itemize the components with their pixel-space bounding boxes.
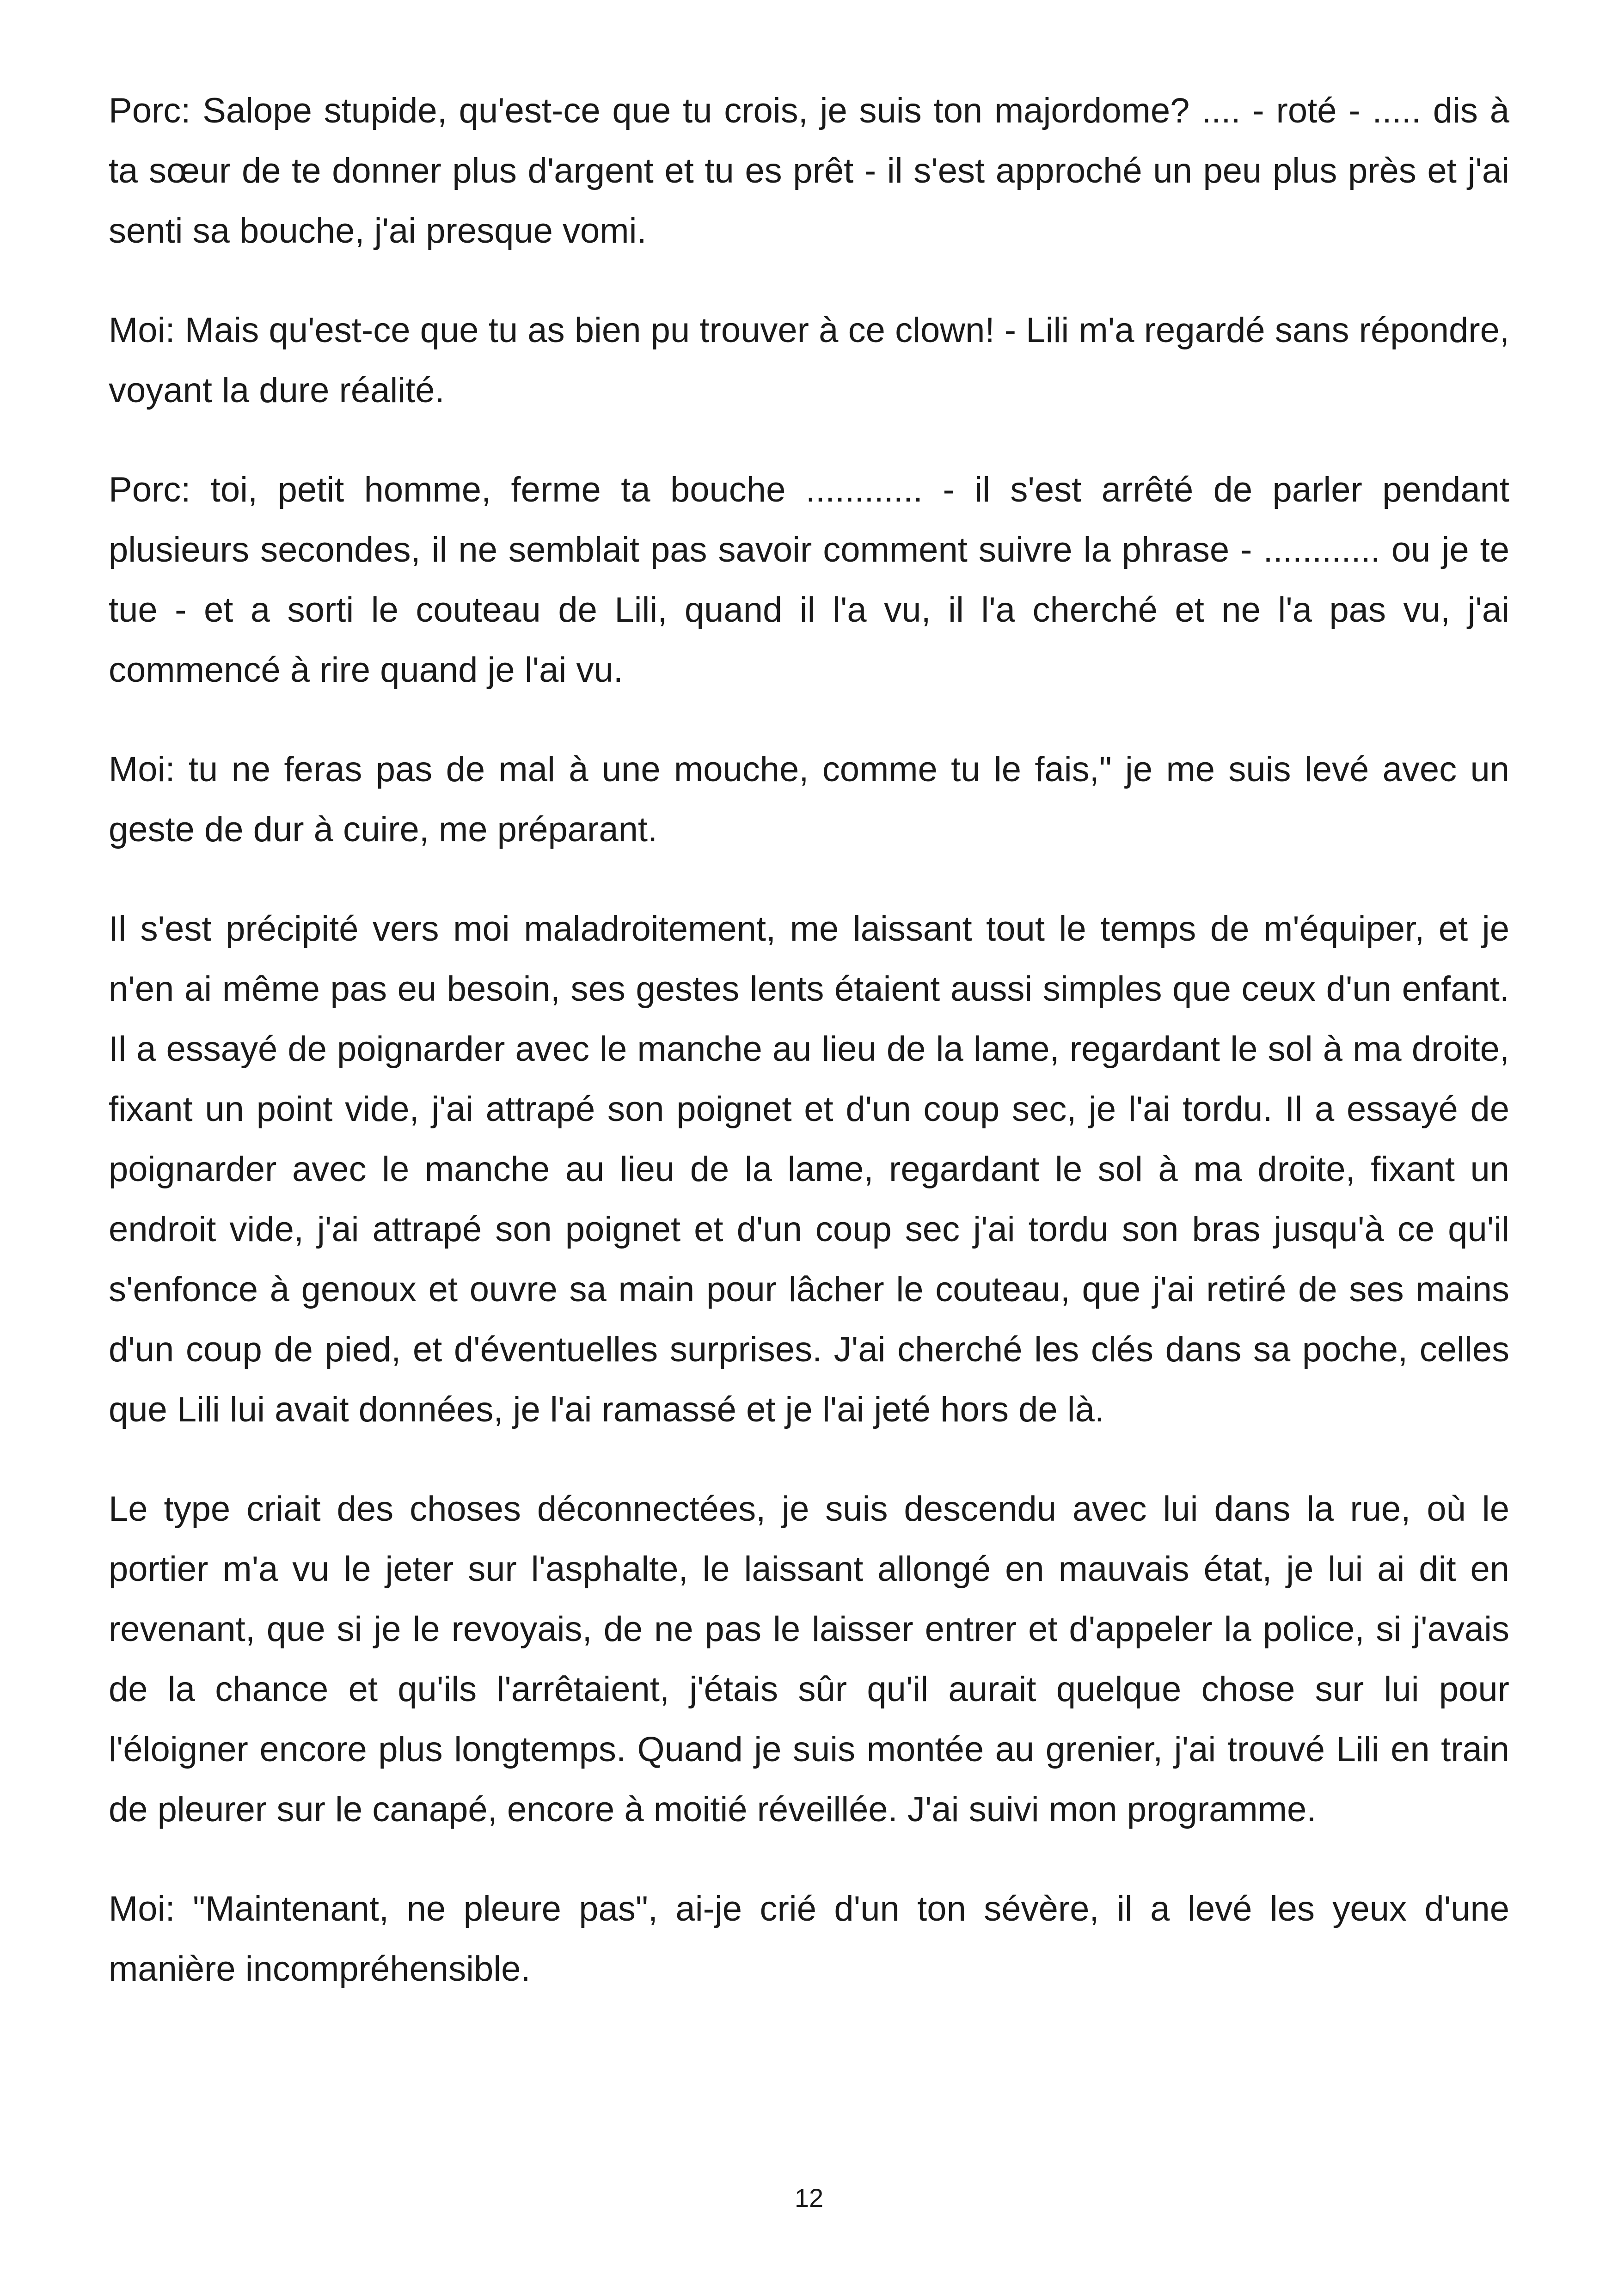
page-number: 12 [794,2183,824,2212]
paragraph-7: Moi: "Maintenant, ne pleure pas", ai-je crié d'un ton sévère, il a levé les yeux d'une manière incompréhensible. [109,1889,1509,1989]
paragraph-2: Moi: Mais qu'est-ce que tu as bien pu trouver à ce clown! - Lili m'a regardé sans répondre, voyant la dure réalité. [109,311,1509,410]
paragraph-6: Le type criait des choses déconnectées, je suis descendu avec lui dans la rue, où le portier m'a vu le jeter sur l'asphalte, le laissant allongé en mauvais état, je lui ai dit en revenant, que si je le revoyais, de ne pas le laisser entrer et d'appeler la police, si j'avais de la chance et qu'ils l'arrêtaient, j'étais sûr qu'il aurait quelque chose sur lui pour l'éloigner encore plus longtemps. Quand je suis montée au grenier, j'ai trouvé Lili en train de pleurer sur le canapé, encore à moitié réveillée. J'ai suivi mon programme. [109,1489,1509,1829]
body-text [109,81,1509,2039]
paragraph-3: Porc: toi, petit homme, ferme ta bouche ............ - il s'est arrêté de parler pendant plusieurs secondes, il ne semblait pas savoir comment suivre la phrase - ............ ou je te tue - et a sorti le couteau de Lili, quand il l'a vu, il l'a cherché et ne l'a pas vu, j'ai commencé à rire quand je l'ai vu. [109,470,1509,690]
paragraph-5: Il s'est précipité vers moi maladroitement, me laissant tout le temps de m'équiper, et je n'en ai même pas eu besoin, ses gestes lents étaient aussi simples que ceux d'un enfant. Il a essayé de poignarder avec le manche au lieu de la lame, regardant le sol à ma droite, fixant un point vide, j'ai attrapé son poignet et d'un coup sec, je l'ai tordu. Il a essayé de poignarder avec le manche au lieu de la lame, regardant le sol à ma droite, fixant un endroit vide, j'ai attrapé son poignet et d'un coup sec j'ai tordu son bras jusqu'à ce qu'il s'enfonce à genoux et ouvre sa main pour lâcher le couteau, que j'ai retiré de ses mains d'un coup de pied, et d'éventuelles surprises. J'ai cherché les clés dans sa poche, celles que Lili lui avait données, je l'ai ramassé et je l'ai jeté hors de là. [109,909,1509,1429]
paragraph-4: Moi: tu ne feras pas de mal à une mouche, comme tu le fais," je me suis levé avec un geste de dur à cuire, me préparant. [109,750,1509,849]
paragraph-1: Porc: Salope stupide, qu'est-ce que tu crois, je suis ton majordome? .... - roté - ..... dis à ta sœur de te donner plus d'argent et tu es prêt - il s'est approché un peu plus près et j'ai senti sa bouche, j'ai presque vomi. [109,91,1509,251]
